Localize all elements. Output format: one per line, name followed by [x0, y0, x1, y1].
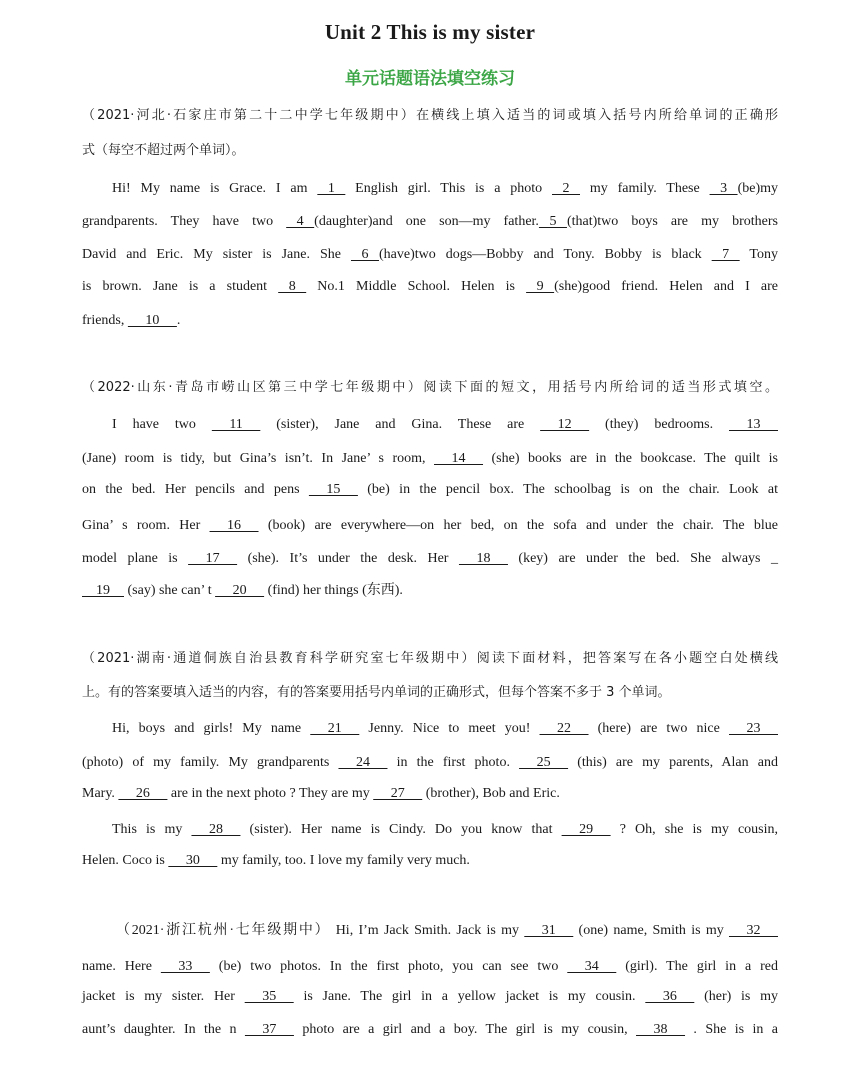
answer-blank: 15: [308, 482, 358, 497]
section-1-line-5: David and Eric. My sister is Jane. She 6 (have)two dogs—Bobby and Tony. Bobby is black 7 Tony: [82, 247, 778, 262]
answer-blank: 23: [729, 721, 778, 736]
answer-blank: 18: [458, 551, 508, 566]
answer-blank: 5: [538, 214, 567, 229]
answer-blank: 20: [215, 583, 265, 598]
section-1-line-2: 式（每空不超过两个单词）。: [82, 143, 245, 158]
section-2-line-3: (Jane) room is tidy, but Gina’s isn’t. In Jane’ s room, 14 (she) books are in the bookcase. The quilt is: [82, 451, 778, 466]
section-2-line-7: 19 (say) she can’ t 20 (find) her things (东西).: [82, 583, 403, 598]
section-2-line-5: Gina’ s room. Her 16 (book) are everywhere—on her bed, on the sofa and under the chair. The blue: [82, 518, 778, 533]
section-2-line-1: （2022·山东·青岛市崂山区第三中学七年级期中）阅读下面的短文，用括号内所给词的适当形式填空。: [82, 380, 778, 395]
answer-blank: 6: [350, 247, 379, 262]
section-3-line-3: Hi, boys and girls! My name 21 Jenny. Nice to meet you! 22 (here) are two nice 23: [112, 721, 778, 736]
section-1-line-3: Hi! My name is Grace. I am 1 English girl. This is a photo 2 my family. These 3 (be)my: [112, 181, 778, 196]
section-2-line-6: model plane is 17 (she). It’s under the desk. Her 18 (key) are under the bed. She always _: [82, 551, 778, 566]
section-4-line-4: aunt’s daughter. In the n 37 photo are a girl and a boy. The girl is my cousin, 38 . She is in a: [82, 1022, 778, 1037]
answer-blank: 3: [709, 181, 738, 196]
section-2-line-2: I have two 11 (sister), Jane and Gina. These are 12 (they) bedrooms. 13: [112, 417, 778, 432]
answer-blank: 24: [338, 755, 388, 770]
answer-blank: 28: [191, 822, 241, 837]
section-4-line-3: jacket is my sister. Her 35 is Jane. The girl in a yellow jacket is my cousin. 36 (her) is my: [82, 989, 778, 1004]
answer-blank: 2: [552, 181, 580, 196]
answer-blank: 36: [645, 989, 695, 1004]
answer-blank: 29: [561, 822, 611, 837]
section-3-line-2: 上。有的答案要填入适当的内容，有的答案要用括号内单词的正确形式，但每个答案不多于 3 个单词。: [82, 685, 671, 700]
answer-blank: 11: [211, 417, 261, 432]
answer-blank: 9: [526, 279, 555, 294]
answer-blank: 30: [168, 853, 218, 868]
answer-blank: 21: [310, 721, 360, 736]
answer-blank: 38: [636, 1022, 686, 1037]
answer-blank: 12: [540, 417, 590, 432]
answer-blank: 22: [539, 721, 589, 736]
answer-blank: 4: [286, 214, 315, 229]
section-1-line-6: is brown. Jane is a student 8 No.1 Middle School. Helen is 9 (she)good friend. Helen and I are: [82, 279, 779, 294]
answer-blank: 34: [567, 959, 617, 974]
answer-blank: 32: [728, 923, 778, 938]
section-4-line-2: name. Here 33 (be) two photos. In the first photo, you can see two 34 (girl). The girl in a red: [82, 959, 778, 974]
section-1-line-1: （2021·河北·石家庄市第二十二中学七年级期中）在横线上填入适当的词或填入括号内所给单词的正确形: [82, 108, 778, 123]
answer-blank: 37: [244, 1022, 294, 1037]
answer-blank: 27: [373, 786, 423, 801]
answer-blank: 17: [188, 551, 238, 566]
answer-blank: 16: [209, 518, 259, 533]
answer-blank: 26: [118, 786, 168, 801]
answer-blank: 31: [524, 923, 574, 938]
answer-blank: 1: [317, 181, 346, 196]
answer-blank: 35: [244, 989, 294, 1004]
section-2-line-4: on the bed. Her pencils and pens 15 (be) in the pencil box. The schoolbag is on the chair. Look at: [82, 482, 778, 497]
answer-blank: 7: [711, 247, 740, 262]
section-3-line-4: (photo) of my family. My grandparents 24 in the first photo. 25 (this) are my parents, Alan and: [82, 755, 778, 770]
answer-blank: 14: [434, 451, 484, 466]
page-title: Unit 2 This is my sister: [324, 20, 536, 44]
section-3-line-7: Helen. Coco is 30 my family, too. I love my family very much.: [82, 853, 470, 868]
answer-blank: 25: [519, 755, 569, 770]
answer-blank: 33: [160, 959, 210, 974]
section-1-line-7: friends, 10 .: [82, 313, 181, 328]
section-1-line-4: grandparents. They have two 4 (daughter)and one son—my father. 5 (that)two boys are my brothers: [82, 214, 778, 229]
section-3-line-6: This is my 28 (sister). Her name is Cindy. Do you know that 29 ? Oh, she is my cousin,: [112, 822, 779, 837]
section-4-line-1: （2021·浙江杭州·七年级期中） Hi, I’m Jack Smith. Jack is my 31 (one) name, Smith is my 32: [116, 923, 778, 938]
answer-blank: 8: [278, 279, 307, 294]
answer-blank: 13: [729, 417, 778, 432]
page-subtitle: 单元话题语法填空练习: [345, 69, 515, 89]
answer-blank: 10: [127, 313, 177, 328]
answer-blank: 19: [82, 583, 124, 598]
section-3-line-5: Mary. 26 are in the next photo ? They are my 27 (brother), Bob and Eric.: [82, 786, 560, 801]
section-3-line-1: （2021·湖南·通道侗族自治县教育科学研究室七年级期中）阅读下面材料，把答案写在各小题空白处横线: [82, 651, 778, 666]
